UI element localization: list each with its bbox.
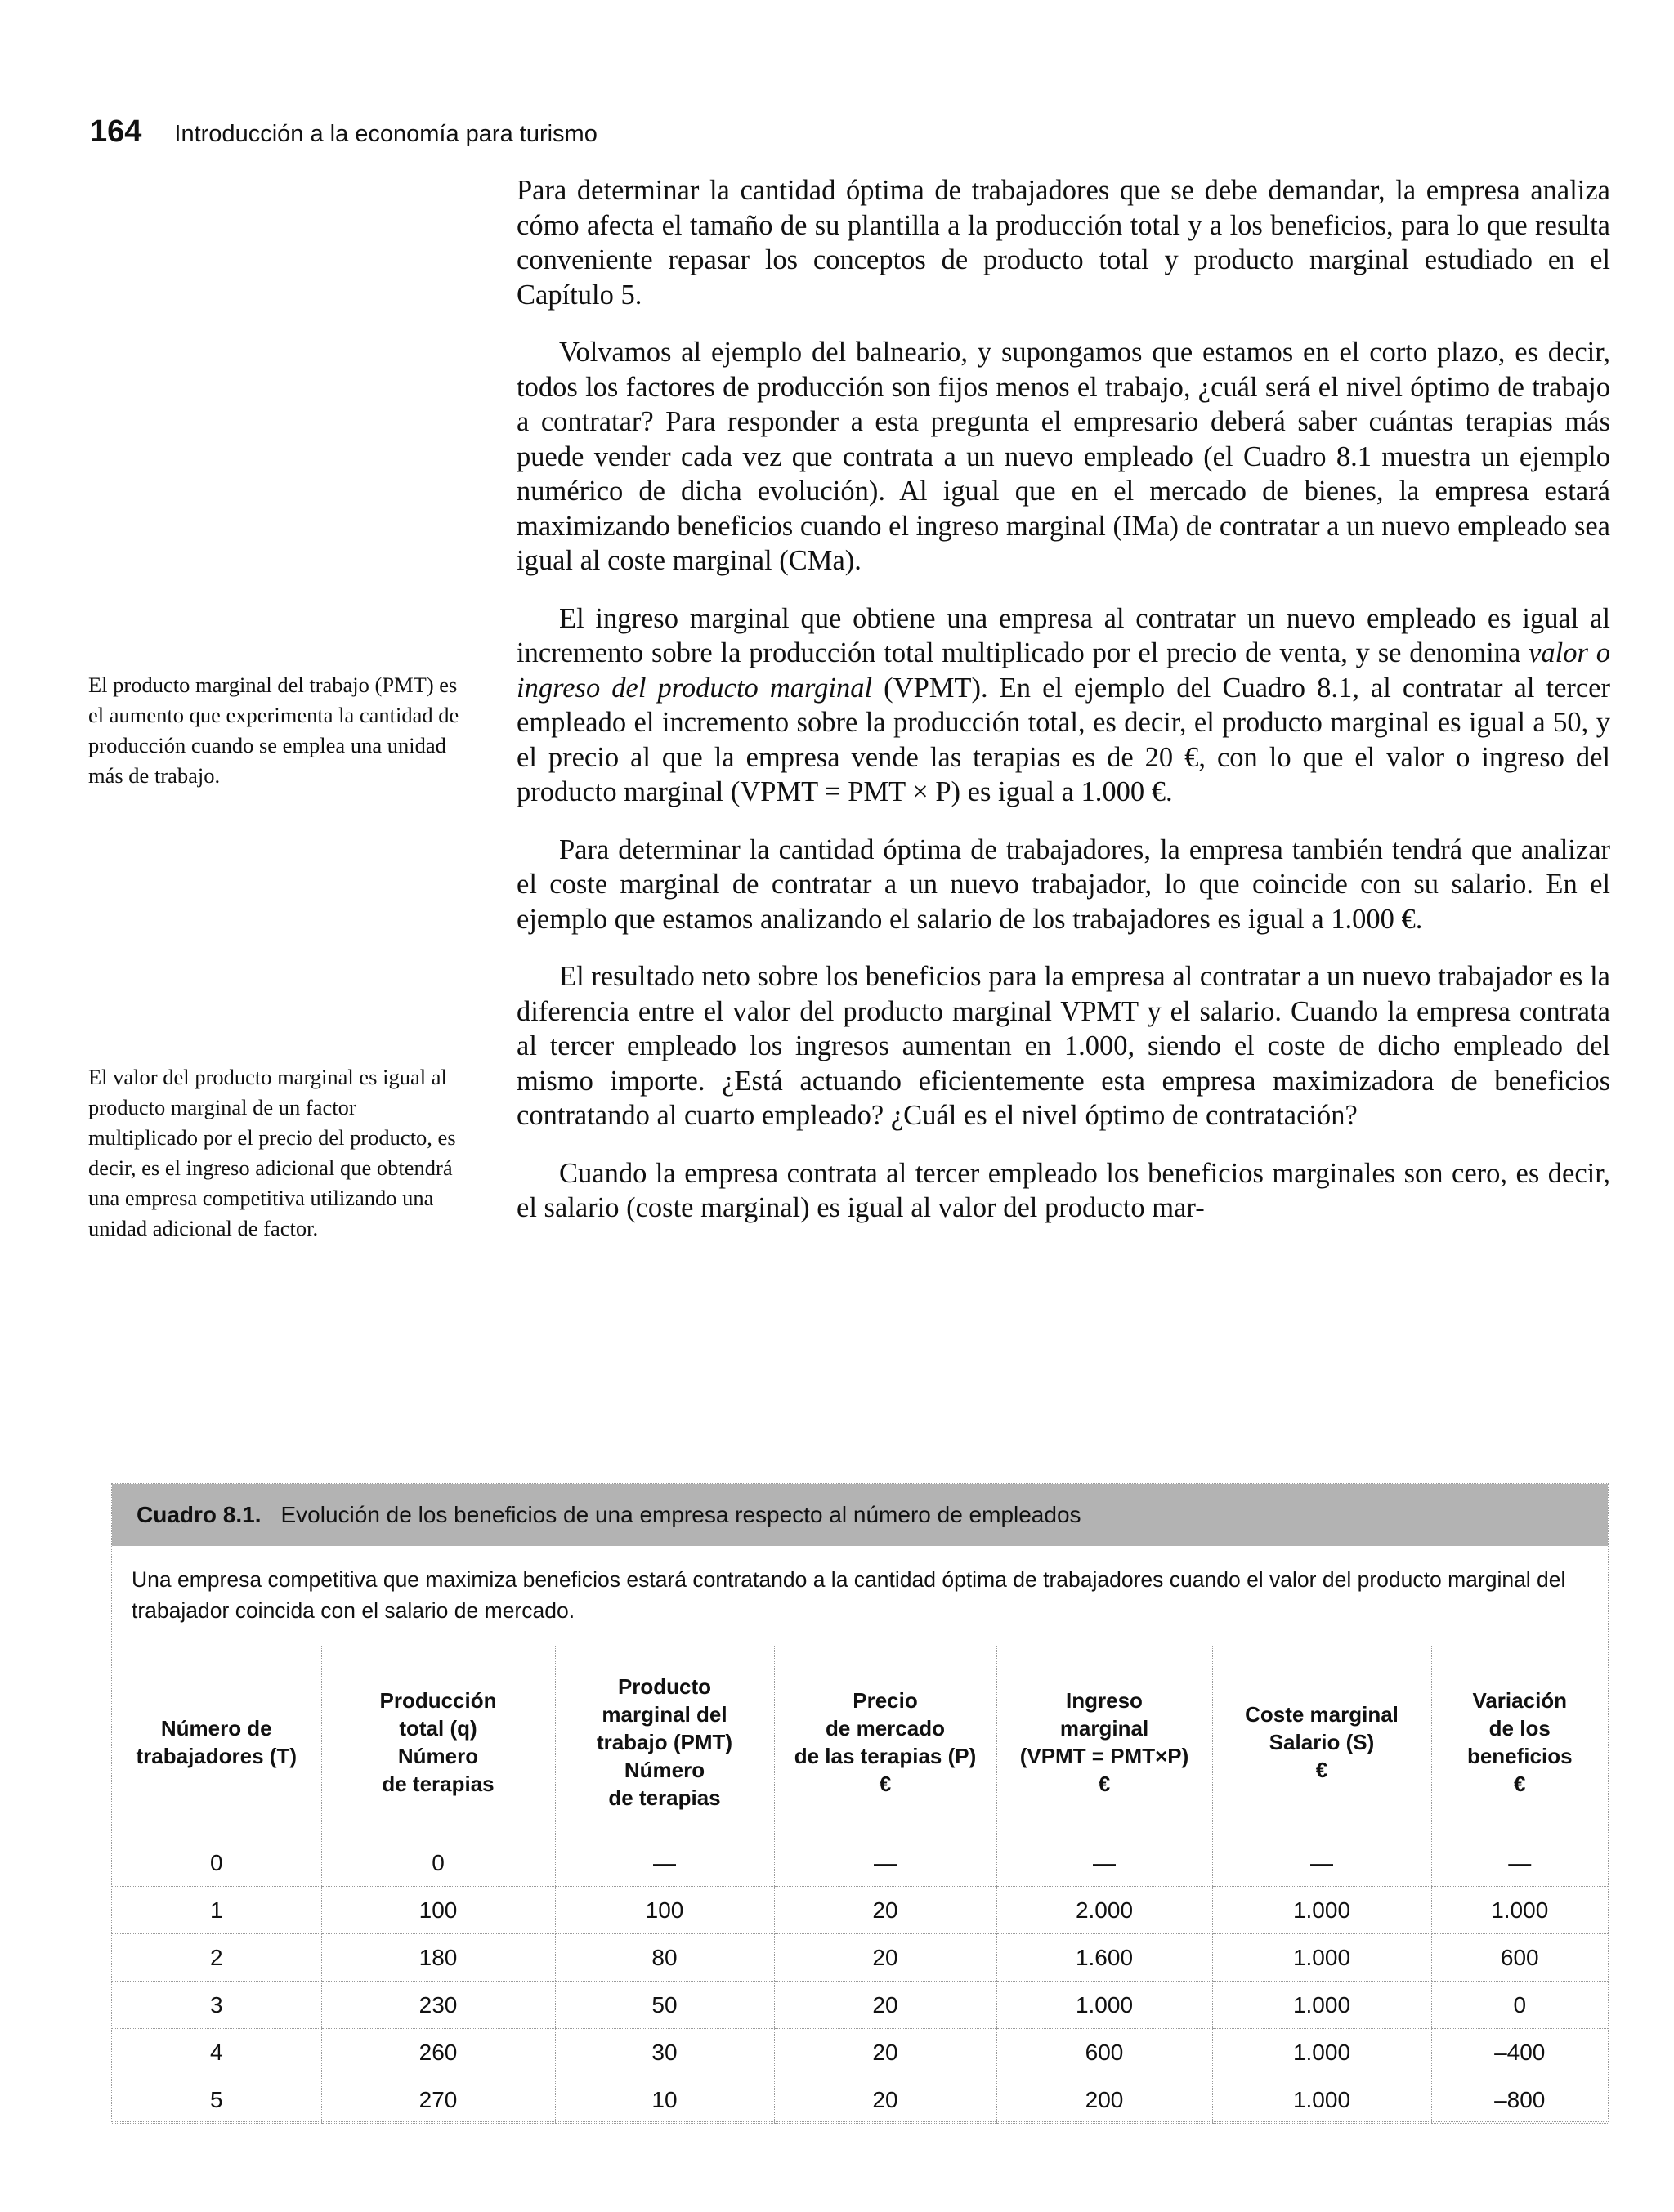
- table-cell: 5: [112, 2076, 321, 2124]
- paragraph: Para determinar la cantidad óptima de trabajadores, la empresa también tendrá que analizar el coste marginal de contratar a un nuevo trabajador, lo que coincide con su salario. En el ejemplo que estamos analizando el salario de los trabajadores es igual a 1.000 €.: [517, 833, 1610, 935]
- column-header-line: Salario (S): [1269, 1730, 1375, 1754]
- table-cell: 0: [1431, 1982, 1608, 2029]
- table-cell: 80: [555, 1934, 774, 1982]
- table-cell: 2.000: [996, 1887, 1212, 1934]
- table-cell: 260: [321, 2029, 555, 2076]
- table-cell: 50: [555, 1982, 774, 2029]
- column-header-line: de terapias: [608, 1785, 721, 1810]
- table-box: [111, 1483, 1609, 2122]
- column-header: [112, 1646, 321, 1839]
- column-header-line: (VPMT = PMT×P): [1019, 1744, 1189, 1768]
- table-row: [112, 2029, 1608, 2076]
- table-title: Evolución de los beneficios de una empresa respecto al número de empleados: [280, 1502, 1081, 1527]
- table-cell: –800: [1431, 2076, 1608, 2124]
- page-number: 164: [90, 114, 142, 149]
- column-header-line: €: [1315, 1758, 1328, 1782]
- table-cell: 2: [112, 1934, 321, 1982]
- column-header-line: €: [879, 1772, 892, 1796]
- table-cell: 20: [774, 1934, 996, 1982]
- table-cell: 1.000: [1212, 2076, 1431, 2124]
- table-cell: —: [774, 1839, 996, 1887]
- table-cell: 600: [996, 2029, 1212, 2076]
- column-header-line: €: [1098, 1772, 1111, 1796]
- column-header: [555, 1646, 774, 1839]
- table-cell: 230: [321, 1982, 555, 2029]
- column-header: [321, 1646, 555, 1839]
- table-cell: 1.000: [1431, 1887, 1608, 1934]
- column-header-line: de mercado: [826, 1716, 945, 1741]
- column-header-line: Número: [624, 1758, 705, 1782]
- table-cell: 3: [112, 1982, 321, 2029]
- table-cell: 1.000: [996, 1982, 1212, 2029]
- table-cell: 1.000: [1212, 1982, 1431, 2029]
- column-header-line: Producto: [617, 1674, 712, 1699]
- column-header-line: total (q): [399, 1716, 477, 1741]
- table-row: [112, 1839, 1608, 1887]
- paragraph-text: El ingreso marginal que obtiene una empresa al contratar un nuevo empleado es igual al incremento sobre la producción total multiplicado por el precio de venta, y se denomina: [517, 602, 1610, 668]
- table-body: [112, 1839, 1608, 2124]
- table-row: [112, 2076, 1608, 2124]
- running-title: Introducción a la economía para turismo: [174, 121, 598, 147]
- column-header: [1212, 1646, 1431, 1839]
- emphasized-term: valor o ingreso del producto marginal: [517, 637, 1610, 704]
- table-label: Cuadro 8.1.: [137, 1502, 262, 1527]
- column-header-line: Producción: [379, 1688, 497, 1713]
- table-caption: Una empresa competitiva que maximiza beneficios estará contratando a la cantidad óptima de trabajadores cuando el valor del producto marginal del trabajador coincida con el salario de mercado.: [132, 1567, 1566, 1623]
- paragraph: Cuando la empresa contrata al tercer empleado los beneficios marginales son cero, es decir, el salario (coste marginal) es igual al valor del producto mar-: [517, 1157, 1610, 1223]
- table-cell: 1: [112, 1887, 321, 1934]
- table-cell: 1.600: [996, 1934, 1212, 1982]
- table-cell: 180: [321, 1934, 555, 1982]
- column-header-line: Coste marginal: [1245, 1702, 1399, 1727]
- table-cell: 20: [774, 2076, 996, 2124]
- column-header-line: de terapias: [382, 1772, 495, 1796]
- table-cell: 1.000: [1212, 1887, 1431, 1934]
- data-table: [112, 1646, 1608, 2124]
- table-cell: 0: [112, 1839, 321, 1887]
- table-cell: 20: [774, 2029, 996, 2076]
- column-header-line: Número: [397, 1744, 479, 1768]
- paragraph-text: (VPMT). En el ejemplo del Cuadro 8.1, al contratar al tercer empleado el incremento sobre la producción total, es decir, el producto marginal es igual a 50, y el precio al que la empresa vende las terapias es de 20 €, con lo que el valor o ingreso del producto marginal (VPMT = PMT × P) es igual a 1.000 €.: [517, 672, 1610, 807]
- table-cell: –400: [1431, 2029, 1608, 2076]
- table-title-band: [112, 1484, 1608, 1546]
- page-header: [90, 114, 598, 155]
- table-cell: 10: [555, 2076, 774, 2124]
- table-row: [112, 1982, 1608, 2029]
- table-cell: 1.000: [1212, 2029, 1431, 2076]
- column-header: [996, 1646, 1212, 1839]
- column-header-line: de las terapias (P): [794, 1744, 977, 1768]
- column-header-line: Variación: [1472, 1688, 1568, 1713]
- table-cell: 20: [774, 1982, 996, 2029]
- paragraph: [517, 601, 1610, 810]
- table-cell: 270: [321, 2076, 555, 2124]
- table-cell: 200: [996, 2076, 1212, 2124]
- table-cell: —: [555, 1839, 774, 1887]
- table-cell: 1.000: [1212, 1934, 1431, 1982]
- table-row: [112, 1934, 1608, 1982]
- table-header-row: [112, 1646, 1608, 1839]
- column-header-line: Ingreso: [1066, 1688, 1143, 1713]
- margin-note-pmt: El producto marginal del trabajo (PMT) es el aumento que experimenta la cantidad de producción cuando se emplea una unidad más de trabajo.: [88, 673, 459, 788]
- table-cell: 20: [774, 1887, 996, 1934]
- column-header-line: €: [1514, 1772, 1526, 1796]
- table-cell: 4: [112, 2029, 321, 2076]
- table-cell: 100: [555, 1887, 774, 1934]
- table-cell: —: [1212, 1839, 1431, 1887]
- table-cell: —: [1431, 1839, 1608, 1887]
- table-cell: 600: [1431, 1934, 1608, 1982]
- column-header-line: trabajo (PMT): [596, 1730, 733, 1754]
- paragraph: Para determinar la cantidad óptima de trabajadores que se debe demandar, la empresa analiza cómo afecta el tamaño de su plantilla a la producción total y a los beneficios, para lo que resulta conveniente repasar los conceptos de producto total y producto marginal estudiado en el Capítulo 5.: [517, 175, 1610, 311]
- main-text: [517, 173, 1610, 1249]
- table-cell: —: [996, 1839, 1212, 1887]
- table-row: [112, 1887, 1608, 1934]
- column-header-line: marginal: [1059, 1716, 1149, 1741]
- table-cell: 100: [321, 1887, 555, 1934]
- column-header-line: Número de: [160, 1716, 272, 1741]
- paragraph: El resultado neto sobre los beneficios para la empresa al contratar a un nuevo trabajador es la diferencia entre el valor del producto marginal VPMT y el salario. Cuando la empresa contrata al tercer empleado los ingresos aumentan en 1.000, siendo el coste de dicho empleado del mismo importe. ¿Está actuando eficientemente esta empresa maximizadora de beneficios contratando al cuarto empleado? ¿Cuál es el nivel óptimo de contratación?: [517, 961, 1610, 1131]
- paragraph: Volvamos al ejemplo del balneario, y supongamos que estamos en el corto plazo, es decir, todos los factores de producción son fijos menos el trabajo, ¿cuál será el nivel óptimo de trabajo a contratar? Para responder a esta pregunta el empresario deberá saber cuántas terapias más puede vender cada vez que contrata a un nuevo empleado (el Cuadro 8.1 muestra un ejemplo numérico de dicha evolución). Al igual que en el mercado de bienes, la empresa estará maximizando beneficios cuando el ingreso marginal (IMa) de contratar a un nuevo empleado sea igual al coste marginal (CMa).: [517, 337, 1610, 576]
- column-header-line: Precio: [853, 1688, 918, 1713]
- column-header: [774, 1646, 996, 1839]
- margin-note-vpm: El valor del producto marginal es igual al producto marginal de un factor multiplicado por el precio del producto, es decir, es el ingreso adicional que obtendrá una empresa competitiva utilizando una unidad adicional de factor.: [88, 1065, 456, 1240]
- table-cell: 30: [555, 2029, 774, 2076]
- column-header-line: trabajadores (T): [136, 1744, 297, 1768]
- table-cell: 0: [321, 1839, 555, 1887]
- column-header-line: marginal del: [602, 1702, 727, 1727]
- column-header: [1431, 1646, 1608, 1839]
- column-header-line: de los beneficios: [1466, 1716, 1573, 1768]
